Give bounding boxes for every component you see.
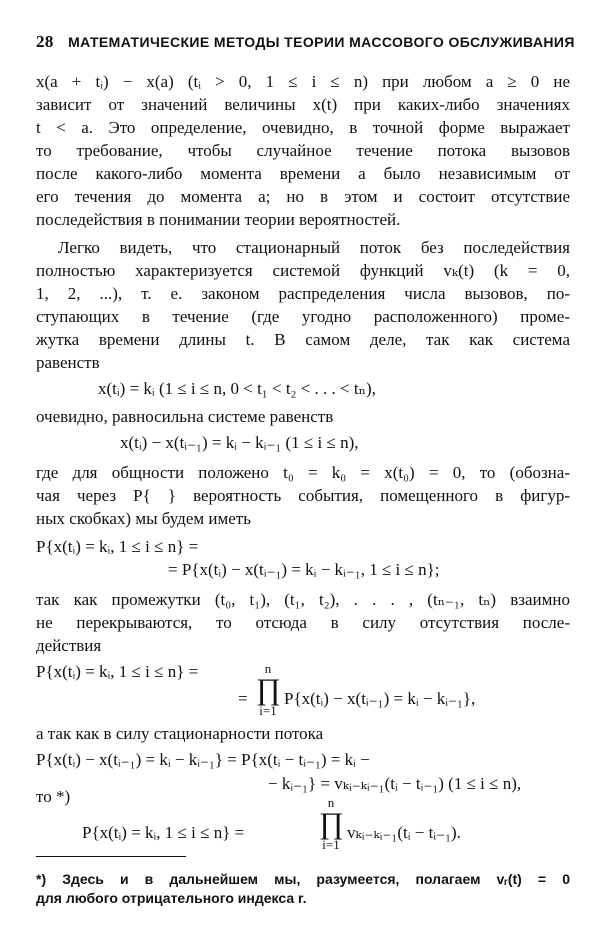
product-symbol-1: [256, 662, 280, 718]
running-title: МАТЕМАТИЧЕСКИЕ МЕТОДЫ ТЕОРИИ МАССОВОГО ОБСЛУЖИВАНИЯ: [68, 34, 575, 50]
equation-4-line1: P{x(tᵢ) = kᵢ, 1 ≤ i ≤ n} =: [36, 662, 199, 681]
paragraph2-line: полностью характеризуется системой функций vₖ(t) (k = 0,: [36, 261, 570, 280]
equation-4-equals: =: [238, 689, 248, 708]
paragraph1-line: то требование, чтобы случайное течение потока вызовов: [36, 141, 570, 160]
product-sign: ∏: [319, 807, 344, 840]
text-footnote-ref: то *): [36, 787, 71, 806]
paragraph1-line: после какого-либо момента времени a было независимым от: [36, 164, 570, 183]
paragraph2-line: 1, 2, ...), т. е. законом распределения числа вызовов, по-: [36, 284, 570, 303]
paragraph4-line: так как промежутки (t₀, t₁), (t₁, t₂), . . . , (tₙ₋₁, tₙ) взаимно: [36, 590, 570, 609]
footnote-line: *) Здесь и в дальнейшем мы, разумеется, полагаем vᵣ(t) = 0: [36, 871, 570, 887]
equation-4-line2: P{x(tᵢ) − x(tᵢ₋₁) = kᵢ − kᵢ₋₁},: [284, 689, 476, 708]
paragraph3-line: чая через P{ } вероятность события, помещенного в фигур-: [36, 486, 570, 505]
equation-6-right: vₖᵢ₋ₖᵢ₋₁(tᵢ − tᵢ₋₁).: [347, 823, 461, 842]
paragraph3-line: где для общности положено t₀ = k₀ = x(t₀) = 0, то (обозна-: [36, 463, 570, 482]
equation-3-line1: P{x(tᵢ) = kᵢ, 1 ≤ i ≤ n} =: [36, 537, 199, 556]
equation-2: x(tᵢ) − x(tᵢ₋₁) = kᵢ − kᵢ₋₁ (1 ≤ i ≤ n),: [120, 433, 359, 452]
product-sign: ∏: [256, 673, 281, 706]
equation-5-line1: P{x(tᵢ) − x(tᵢ₋₁) = kᵢ − kᵢ₋₁} = P{x(tᵢ − tᵢ₋₁) = kᵢ −: [36, 750, 370, 769]
paragraph2-line: ступающих в течение (где угодно расположенного) проме-: [36, 307, 570, 326]
paragraph2-line: жутка времени длины t. В самом деле, так как система: [36, 330, 570, 349]
footnote-divider: [36, 856, 186, 857]
running-header: [36, 32, 575, 52]
footnote-line: для любого отрицательного индекса r.: [36, 890, 307, 906]
paragraph4-line: не перекрываются, то отсюда в силу отсутствия после-: [36, 613, 570, 632]
paragraph1-line: зависит от значений величины x(t) при каких-либо значениях: [36, 95, 570, 114]
product-upper-limit: n: [327, 795, 335, 810]
equation-6-left: P{x(tᵢ) = kᵢ, 1 ≤ i ≤ n} =: [82, 823, 245, 842]
paragraph1-line: t < a. Это определение, очевидно, в точной форме выражает: [36, 118, 570, 137]
paragraph2-line: Легко видеть, что стационарный поток без последействия: [58, 238, 570, 257]
paragraph3-line: ных скобках) мы будем иметь: [36, 509, 251, 528]
equation-3-line2: = P{x(tᵢ) − x(tᵢ₋₁) = kᵢ − kᵢ₋₁, 1 ≤ i ≤ n};: [168, 560, 440, 579]
paragraph1-line: его течения до момента a; но в этом и состоит отсутствие: [36, 187, 570, 206]
page-number: 28: [36, 32, 54, 51]
text-stationary: а так как в силу стационарности потока: [36, 724, 324, 743]
text-equivalent: очевидно, равносильна системе равенств: [36, 407, 334, 426]
product-lower-limit: i=1: [322, 837, 340, 852]
equation-1: x(tᵢ) = kᵢ (1 ≤ i ≤ n, 0 < t₁ < t₂ < . . . < tₙ),: [98, 379, 376, 398]
paragraph4-line: действия: [36, 636, 102, 655]
product-symbol-2: [319, 796, 343, 852]
paragraph2-line: равенств: [36, 353, 100, 372]
product-lower-limit: i=1: [259, 703, 277, 718]
paragraph1-line: x(a + tᵢ) − x(a) (tᵢ > 0, 1 ≤ i ≤ n) при любом a ≥ 0 не: [36, 72, 570, 91]
paragraph1-line: последействия в понимании теории вероятностей.: [36, 210, 401, 229]
equation-5-line2: − kᵢ₋₁} = vₖᵢ₋ₖᵢ₋₁(tᵢ − tᵢ₋₁) (1 ≤ i ≤ n),: [268, 774, 522, 793]
product-upper-limit: n: [264, 661, 272, 676]
